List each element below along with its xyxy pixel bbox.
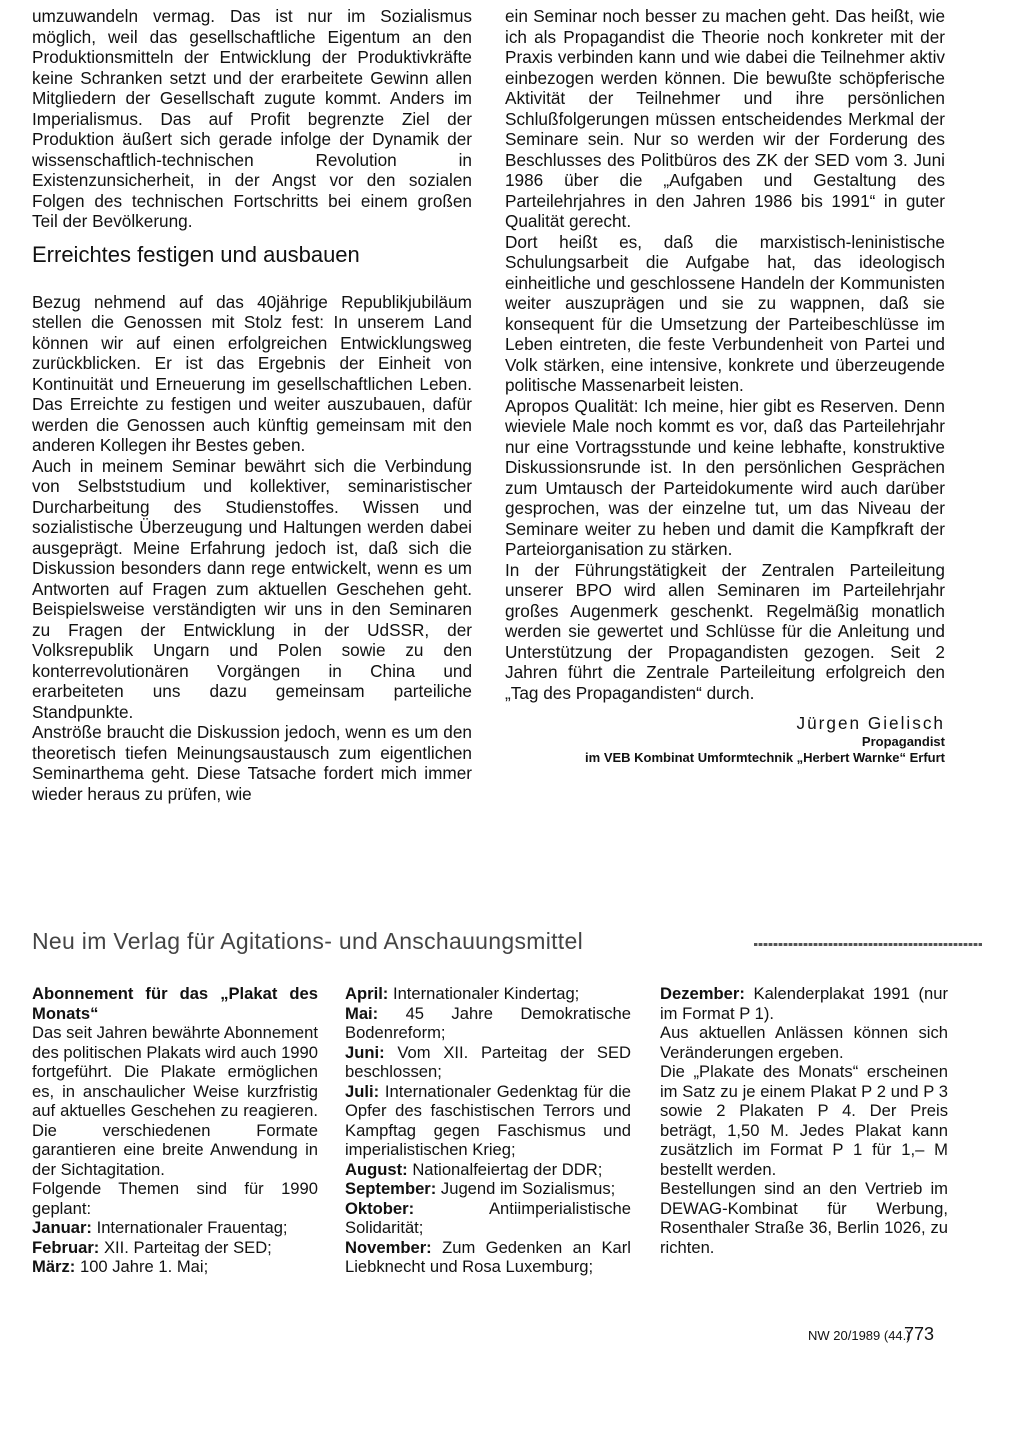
month-entry: Januar: Internationaler Frauentag; <box>32 1218 288 1237</box>
article-column-left <box>32 6 472 804</box>
author-organization: im VEB Kombinat Umformtechnik „Herbert Warnke“ Erfurt <box>585 749 945 765</box>
article-column-right <box>505 6 945 766</box>
article-paragraph: Anströße braucht die Diskussion jedoch, wenn es um den theoretisch tiefen Meinungsaustausch zum eigentlichen Seminarthema geht. Diese Tatsache fordert mich immer wieder heraus zu prüfen, wie <box>32 722 472 804</box>
notice-paragraph: Die „Plakate des Monats“ erscheinen im Satz zu je einem Plakat P 2 und P 3 sowie 2 Plakaten P 4. Der Preis beträgt, 1,50 M. Jedes Plakat kann zusätzlich im Format P 1 für 1,– M bestellt werden. <box>660 1062 948 1179</box>
page-number: 773 <box>904 1324 935 1344</box>
article-paragraph: ein Seminar noch besser zu machen geht. Das heißt, wie ich als Propagandist die Theorie noch konkreter mit der Praxis verbinden kann und wie dabei die Teilnehmer aktiv einbezogen werden können. Die bewußte schöpferische Aktivität der Teilnehmer und ihre persönlichen Schlußfolgerungen müssen entscheidendes Merkmal der Seminare sein. Nur so werden wir der Forderung des Beschlusses des Politbüros des ZK der SED vom 3. Juni 1986 über die „Aufgaben und Gestaltung des Parteilehrjahres in den Jahren 1986 bis 1991“ in guter Qualität gerecht. <box>505 6 945 231</box>
notice-paragraph: Aus aktuellen Anlässen können sich Veränderungen ergeben. <box>660 1023 948 1062</box>
month-entry: November: Zum Gedenken an Karl Liebknecht und Rosa Luxemburg; <box>345 1237 631 1276</box>
section-banner <box>32 928 952 960</box>
issue-reference: NW 20/1989 (44.) <box>808 1328 911 1343</box>
month-entry: März: 100 Jahre 1. Mai; <box>32 1257 209 1276</box>
month-entry: Oktober: Antiimperialistische Solidarität; <box>345 1198 631 1237</box>
notice-intro: Das seit Jahren bewährte Abonnement des politischen Plakats wird auch 1990 fortgeführt. Die Plakate ermöglichen es, in anschaulicher Weise kurzfristig auf aktuelles Geschehen zu reagieren. Die verschiedenen Formate garantieren eine breite Anwendung in der Sichtagitation. <box>32 1023 318 1179</box>
notice-heading: Abonnement für das „Plakat des Monats“ <box>32 984 318 1023</box>
article-paragraph: Bezug nehmend auf das 40jährige Republikjubiläum stellen die Genossen mit Stolz fest: In unserem Land können wir auf einen erfolgreichen Entwicklungsweg zurückblicken. Er ist das Ergebnis der Einheit von Kontinuität und Erneuerung im gesellschaftlichen Leben. Das Erreichte zu festigen und weiter auszubauen, dafür werden die Genossen auch künftig gemeinsam mit den anderen Kollegen ihr Bestes geben. <box>32 291 472 455</box>
month-entry: Juli: Internationaler Gedenktag für die Opfer des faschistischen Terrors und Kampftag gegen Faschismus und imperialistischen Krieg; <box>345 1081 631 1159</box>
notice-paragraph: Bestellungen sind an den Vertrieb im DEWAG-Kombinat für Werbung, Rosenthaler Straße 36, Berlin 1026, zu richten. <box>660 1179 948 1257</box>
notice-column-2 <box>345 984 631 1277</box>
article-paragraph: Dort heißt es, daß die marxistisch-leninistische Schulungsarbeit die Aufgabe hat, das ideologisch einheitliche und geschlossene Handeln der Kommunisten weiter auszuprägen und sie zu wappnen, daß sie konsequent für die Umsetzung der Parteibeschlüsse im Leben eintreten, die feste Verbundenheit von Partei und Volk stärken, eine intensive, konkrete und überzeugende politische Massenarbeit leisten. <box>505 231 945 395</box>
month-entry: Juni: Vom XII. Parteitag der SED beschlossen; <box>345 1042 631 1081</box>
author-name: Jürgen Gielisch <box>796 713 945 733</box>
month-entry: September: Jugend im Sozialismus; <box>345 1179 616 1198</box>
article-paragraph: Apropos Qualität: Ich meine, hier gibt es Reserven. Denn wieviele Male noch kommt es vor, daß das Parteilehrjahr nur eine Vortragsstunde und keine lebhafte, konstruktive Diskussionsrunde ist. In den persönlichen Gesprächen zum Umtausch der Parteidokumente wird auch darüber gesprochen, was der einzelne tut, um das Niveau der Seminare weiter zu heben und damit die Kampfkraft der Parteiorganisation zu stärken. <box>505 395 945 559</box>
section-rule <box>754 943 982 946</box>
article-paragraph: Auch in meinem Seminar bewährt sich die Verbindung von Selbststudium und kollektiver, seminaristischer Durcharbeitung des Studienstoffes. Wissen und sozialistische Überzeugung und Haltungen werden dabei ausgeprägt. Meine Erfahrung jedoch ist, daß sich die Diskussion besonders dann rege entwickelt, wenn es um Antworten auf Fragen zum aktuellen Geschehen geht. Beispielsweise verständigten wir uns in den Seminaren zu Fragen der Entwicklung in der UdSSR, der Volksrepublik Ungarn und Polen sowie zu den konterrevolutionären Vorgängen in China und erarbeiteten uns dazu gemeinsam parteiliche Standpunkte. <box>32 455 472 722</box>
author-role: Propagandist <box>861 733 945 749</box>
month-entry: Mai: 45 Jahre Demokratische Bodenreform; <box>345 1003 631 1042</box>
article-paragraph: umzuwandeln vermag. Das ist nur im Sozialismus möglich, weil das gesellschaftliche Eigentum an den Produktionsmitteln der Entwicklung der Produktivkräfte keine Schranken setzt und der erarbeitete Gewinn allen Mitgliedern der Gesellschaft zugute kommt. Anders im Imperialismus. Das auf Profit begrenzte Ziel der Produktion äußert sich gerade infolge der Dynamik der wissenschaftlich-technischen Revolution in Existenzunsicherheit, in der Angst vor den sozialen Folgen des technischen Fortschritts bei einem großen Teil der Bevölkerung. <box>32 6 472 231</box>
month-entry: August: Nationalfeiertag der DDR; <box>345 1159 603 1179</box>
article-subheading: Erreichtes festigen und ausbauen <box>32 241 360 267</box>
month-entry: Februar: XII. Parteitag der SED; <box>32 1237 272 1257</box>
section-title: Neu im Verlag für Agitations- und Anschauungsmittel <box>32 928 583 954</box>
notice-column-3 <box>660 984 948 1257</box>
notice-lead: Folgende Themen sind für 1990 geplant: <box>32 1179 318 1218</box>
month-entry: Dezember: Kalenderplakat 1991 (nur im Format P 1). <box>660 984 948 1023</box>
article-paragraph: In der Führungstätigkeit der Zentralen Parteileitung unserer BPO wird allen Seminaren im Parteilehrjahr großes Augenmerk geschenkt. Regelmäßig monatlich werden sie gewertet und Schlüsse für die Anleitung und Unterstützung der Propagandisten gezogen. Seit 2 Jahren führt die Zentrale Parteileitung erfolgreich den „Tag des Propagandisten“ durch. <box>505 559 945 703</box>
notice-column-1 <box>32 984 318 1277</box>
month-entry: April: Internationaler Kindertag; <box>345 984 580 1003</box>
